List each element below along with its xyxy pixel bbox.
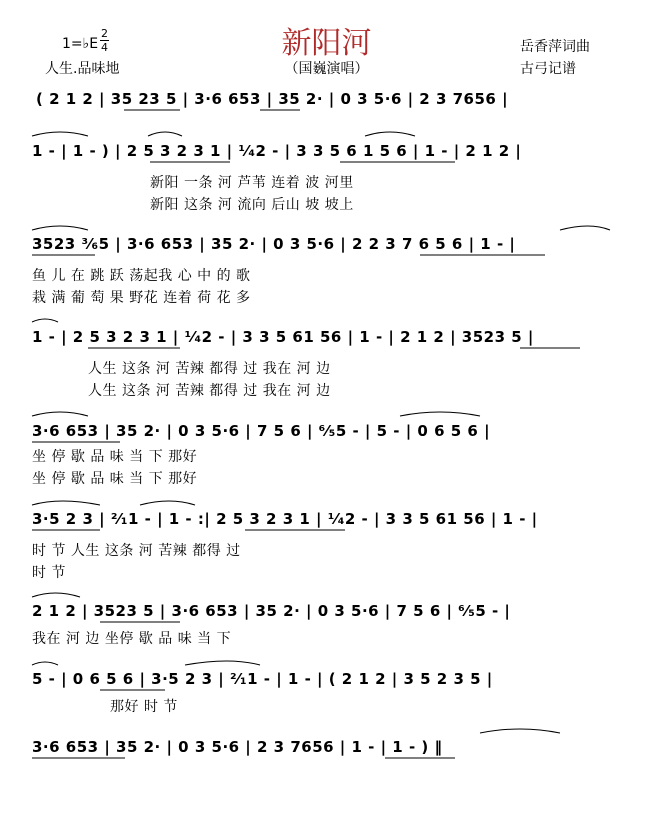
lyric-line-5b: 坐 停 歇 品 味 当 下 那好	[32, 471, 198, 487]
notation-line-8: 5 - | 0 6 5 6 | 3·5 2 3 | ²⁄₁1 - | 1 - | ( 2 1 2 | 3 5 2 3 5 |	[32, 670, 493, 688]
lyric-line-2b: 新阳 这条 河 流向 后山 坡 坡上	[150, 197, 354, 213]
performer: （国巍演唱）	[284, 61, 369, 77]
lyricist-composer: 岳香萍词曲	[520, 39, 590, 55]
time-signature-bottom: 4	[101, 41, 108, 54]
lyric-line-3b: 栽 满 葡 萄 果 野花 连着 荷 花 多	[32, 290, 251, 306]
notation-line-7: 2 1 2 | 3523 5 | 3·6 653 | 35 2· | 0 3 5·6 | 7 5 6 | ⁶⁄₅5 - |	[32, 602, 511, 620]
notation-line-9: 3·6 653 | 35 2· | 0 3 5·6 | 2 3 7656 | 1 - | 1 - ) ‖	[32, 738, 443, 756]
time-signature	[100, 28, 109, 53]
lyric-line-3a: 鱼 儿 在 跳 跃 荡起我 心 中 的 歌	[32, 268, 251, 284]
lyric-line-2a: 新阳 一条 河 芦苇 连着 波 河里	[150, 175, 354, 191]
lyric-line-4a: 人生 这条 河 苦辣 都得 过 我在 河 边	[88, 361, 331, 377]
notation-line-5: 3·6 653 | 35 2· | 0 3 5·6 | 7 5 6 | ⁶⁄₅5 - | 5 - | 0 6 5 6 |	[32, 422, 491, 440]
notation-line-2: 1 - | 1 - ) | 2 5 3 2 3 1 | ¹⁄₄2 - | 3 3 5 6 1 5 6 | 1 - | 2 1 2 |	[32, 142, 522, 160]
lyric-line-7a: 我在 河 边 坐停 歇 品 味 当 下	[32, 631, 232, 647]
lyric-line-6a: 时 节 人生 这条 河 苦辣 都得 过	[32, 543, 241, 559]
notation-line-4: 1 - | 2 5 3 2 3 1 | ¹⁄₄2 - | 3 3 5 61 56 | 1 - | 2 1 2 | 3523 5 |	[32, 328, 534, 346]
lyric-line-5a: 坐 停 歇 品 味 当 下 那好	[32, 449, 198, 465]
lyric-line-4b: 人生 这条 河 苦辣 都得 过 我在 河 边	[88, 383, 331, 399]
subtitle: 人生.品味地	[45, 61, 120, 77]
notation-line-1: ( 2 1 2 | 35 23 5 | 3·6 653 | 35 2· | 0 3 5·6 | 2 3 7656 |	[36, 90, 509, 108]
transcriber: 古弓记谱	[520, 61, 576, 77]
lyric-line-8a: 那好 时 节	[110, 699, 178, 715]
key-signature: 1=♭E	[62, 36, 99, 52]
time-signature-top: 2	[101, 27, 108, 40]
notation-line-6: 3·5 2 3 | ²⁄₁1 - | 1 - :| 2 5 3 2 3 1 | ¹⁄₄2 - | 3 3 5 61 56 | 1 - |	[32, 510, 538, 528]
lyric-line-6b: 时 节	[32, 565, 66, 581]
notation-line-3: 3523 ³⁄₆5 | 3·6 653 | 35 2· | 0 3 5·6 | 2 2 3 7 6 5 6 | 1 - |	[32, 235, 516, 253]
page-title: 新阳河	[281, 26, 372, 61]
